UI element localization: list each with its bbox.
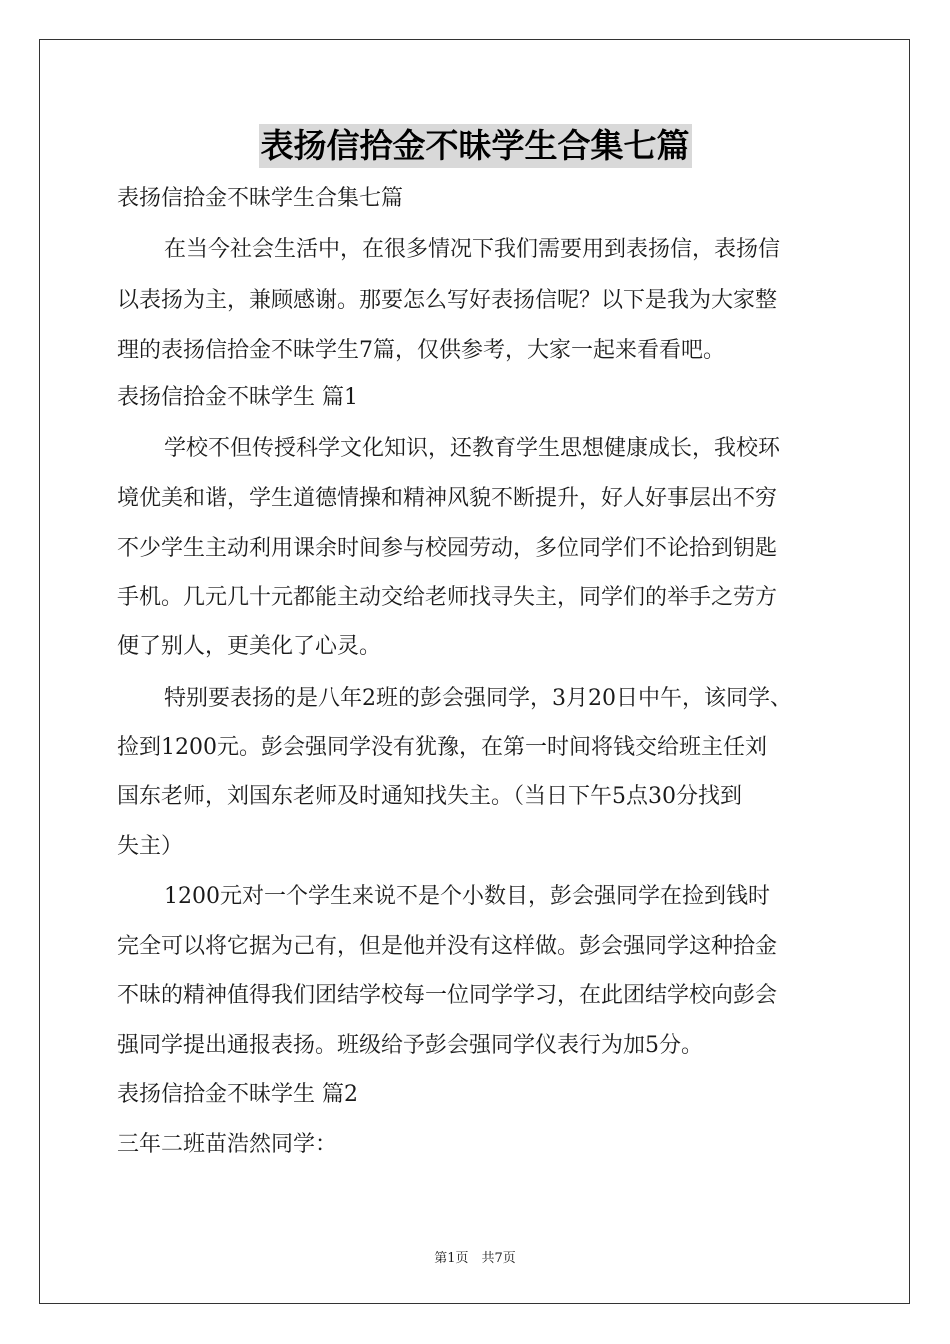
section-heading: 表扬信拾金不昧学生 篇2 (117, 1082, 358, 1107)
paragraph-line: 便了别人，更美化了心灵。 (117, 634, 382, 659)
paragraph-line: 不昧的精神值得我们团结学校每一位同学学习，在此团结学校向彭会 (117, 983, 778, 1008)
paragraph-line: 捡到1200元。彭会强同学没有犹豫，在第一时间将钱交给班主任刘 (117, 735, 767, 760)
page-footer: 第1页 共7页 (434, 1251, 516, 1266)
title-container (0, 124, 950, 168)
paragraph-line: 失主） (117, 834, 184, 859)
paragraph-line: 不少学生主动利用课余时间参与校园劳动，多位同学们不论拾到钥匙 (117, 536, 778, 561)
paragraph-line: 手机。几元几十元都能主动交给老师找寻失主，同学们的举手之劳方 (117, 585, 778, 610)
paragraph-line: 完全可以将它据为己有，但是他并没有这样做。彭会强同学这种拾金 (117, 934, 778, 959)
paragraph-line: 强同学提出通报表扬。班级给予彭会强同学仪表行为加5分。 (117, 1033, 703, 1058)
paragraph-line: 理的表扬信拾金不昧学生7篇，仅供参考，大家一起来看看吧。 (117, 338, 725, 363)
paragraph-line: 国东老师，刘国东老师及时通知找失主。（当日下午5点30分找到 (117, 784, 742, 809)
paragraph-line: 特别要表扬的是八年2班的彭会强同学，3月20日中午，该同学、 (164, 686, 792, 711)
page-border (39, 39, 910, 1304)
section-heading: 表扬信拾金不昧学生 篇1 (117, 385, 358, 410)
paragraph-line: 以表扬为主，兼顾感谢。那要怎么写好表扬信呢？以下是我为大家整 (117, 288, 778, 313)
document-title: 表扬信拾金不昧学生合集七篇 (259, 124, 692, 168)
paragraph-line: 境优美和谐，学生道德情操和精神风貌不断提升，好人好事层出不穷 (117, 486, 778, 511)
paragraph-line: 1200元对一个学生来说不是个小数目，彭会强同学在捡到钱时 (164, 884, 770, 909)
subtitle-line: 表扬信拾金不昧学生合集七篇 (117, 186, 404, 211)
salutation-line: 三年二班苗浩然同学： (117, 1132, 338, 1157)
paragraph-line: 在当今社会生活中，在很多情况下我们需要用到表扬信，表扬信 (164, 237, 781, 262)
paragraph-line: 学校不但传授科学文化知识，还教育学生思想健康成长，我校环 (164, 436, 781, 461)
